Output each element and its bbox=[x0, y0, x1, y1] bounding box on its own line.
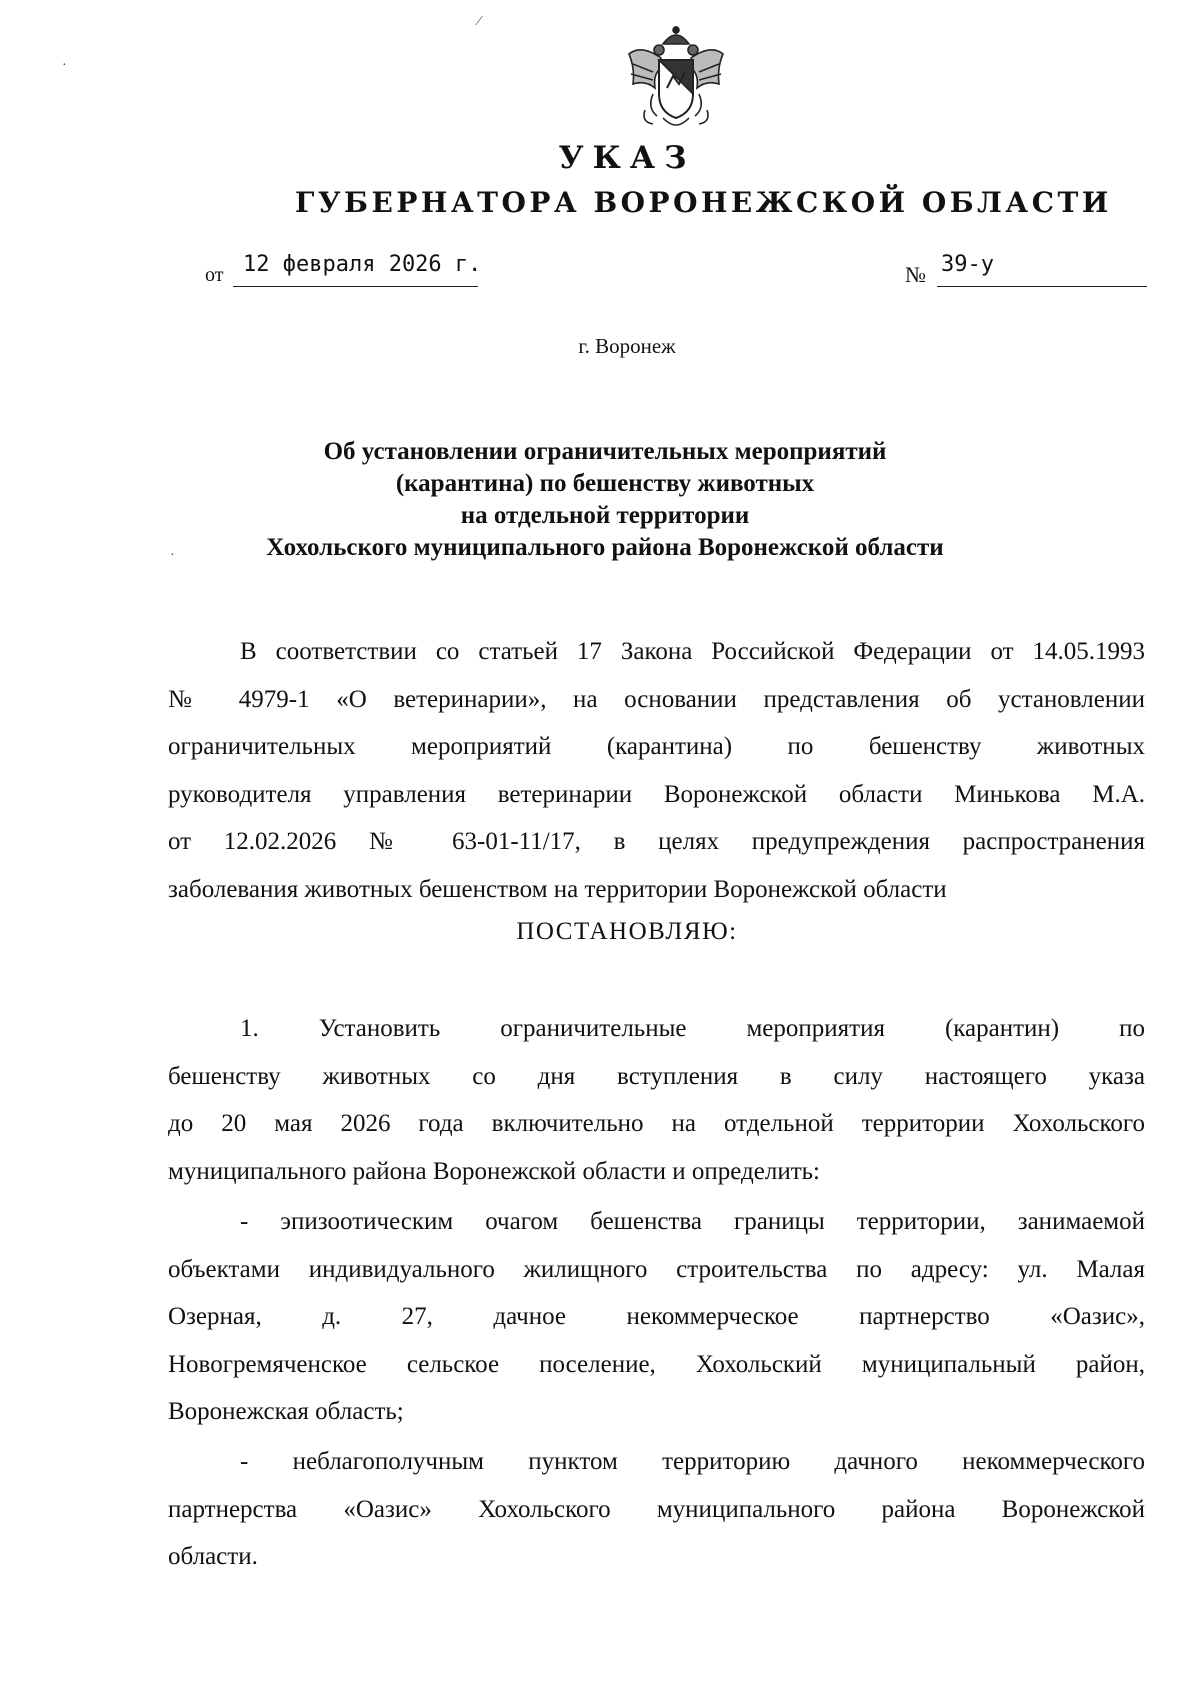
issuer-title: ГУБЕРНАТОРА ВОРОНЕЖСКОЙ ОБЛАСТИ bbox=[295, 186, 1112, 219]
heading-line: Об установлении ограничительных мероприятий bbox=[323, 438, 887, 465]
paragraph-line: Новогремяченское сельское поселение, Хохольский муниципальный район, bbox=[168, 1350, 1145, 1378]
paragraph-line: Озерная, д. 27, дачное некоммерческое партнерство «Оазис», bbox=[168, 1303, 1145, 1330]
paragraph-line: до 20 мая 2026 года включительно на отдельной территории Хохольского bbox=[168, 1110, 1145, 1137]
paragraph-line: В соответствии со статьей 17 Закона Российской Федерации от 14.05.1993 bbox=[240, 638, 1145, 665]
paragraph-line: от 12.02.2026 № 63-01-11/17, в целях предупреждения распространения bbox=[168, 828, 1145, 855]
paragraph-line: ограничительных мероприятий (карантина) по бешенству животных bbox=[168, 733, 1145, 760]
paragraph-line: области. bbox=[168, 1543, 258, 1570]
date-prefix: от bbox=[205, 264, 224, 286]
paragraph-line: 1. Установить ограничительные мероприятия (карантин) по bbox=[240, 1015, 1145, 1042]
paragraph-line: руководителя управления ветеринарии Воронежской области Минькова М.А. bbox=[168, 780, 1145, 808]
bullet-1-paragraph bbox=[168, 1198, 1145, 1436]
resolve-heading: ПОСТАНОВЛЯЮ: bbox=[516, 918, 738, 945]
date-value: 12 февраля 2026 г. bbox=[243, 252, 482, 277]
bullet-2-paragraph bbox=[168, 1438, 1145, 1581]
preamble-paragraph bbox=[168, 628, 1145, 913]
heading-line: Хохольского муниципального района Воронежской области bbox=[266, 534, 944, 561]
decree-title: УКАЗ bbox=[558, 140, 696, 176]
paragraph-line: партнерства «Оазис» Хохольского муниципального района Воронежской bbox=[168, 1495, 1145, 1523]
paragraph-line: заболевания животных бешенством на территории Воронежской области bbox=[168, 875, 947, 903]
item-1-paragraph bbox=[168, 1005, 1145, 1195]
date-underline bbox=[233, 250, 482, 287]
document-heading bbox=[165, 436, 1045, 564]
heading-line: на отдельной территории bbox=[460, 502, 750, 529]
scan-mark: ⁄ bbox=[478, 14, 481, 29]
paragraph-line: Воронежская область; bbox=[168, 1398, 404, 1425]
paragraph-line: объектами индивидуального жилищного строительства по адресу: ул. Малая bbox=[168, 1255, 1145, 1283]
coat-of-arms-icon bbox=[623, 24, 729, 134]
city-label: г. Воронеж bbox=[578, 334, 676, 358]
scan-mark: · bbox=[62, 58, 67, 73]
number-prefix: № bbox=[905, 262, 926, 287]
number-value: 39-у bbox=[941, 252, 994, 277]
number-underline bbox=[937, 250, 1147, 287]
paragraph-line: - эпизоотическим очагом бешенства границы территории, занимаемой bbox=[240, 1208, 1145, 1235]
paragraph-line: бешенству животных со дня вступления в силу настоящего указа bbox=[168, 1062, 1145, 1090]
paragraph-line: муниципального района Воронежской области и определить: bbox=[168, 1157, 820, 1185]
paragraph-line: - неблагополучным пунктом территорию дачного некоммерческого bbox=[240, 1448, 1145, 1475]
paragraph-line: № 4979-1 «О ветеринарии», на основании представления об установлении bbox=[168, 685, 1145, 713]
scan-mark: · bbox=[170, 548, 175, 563]
heading-line: (карантина) по бешенству животных bbox=[395, 470, 815, 497]
